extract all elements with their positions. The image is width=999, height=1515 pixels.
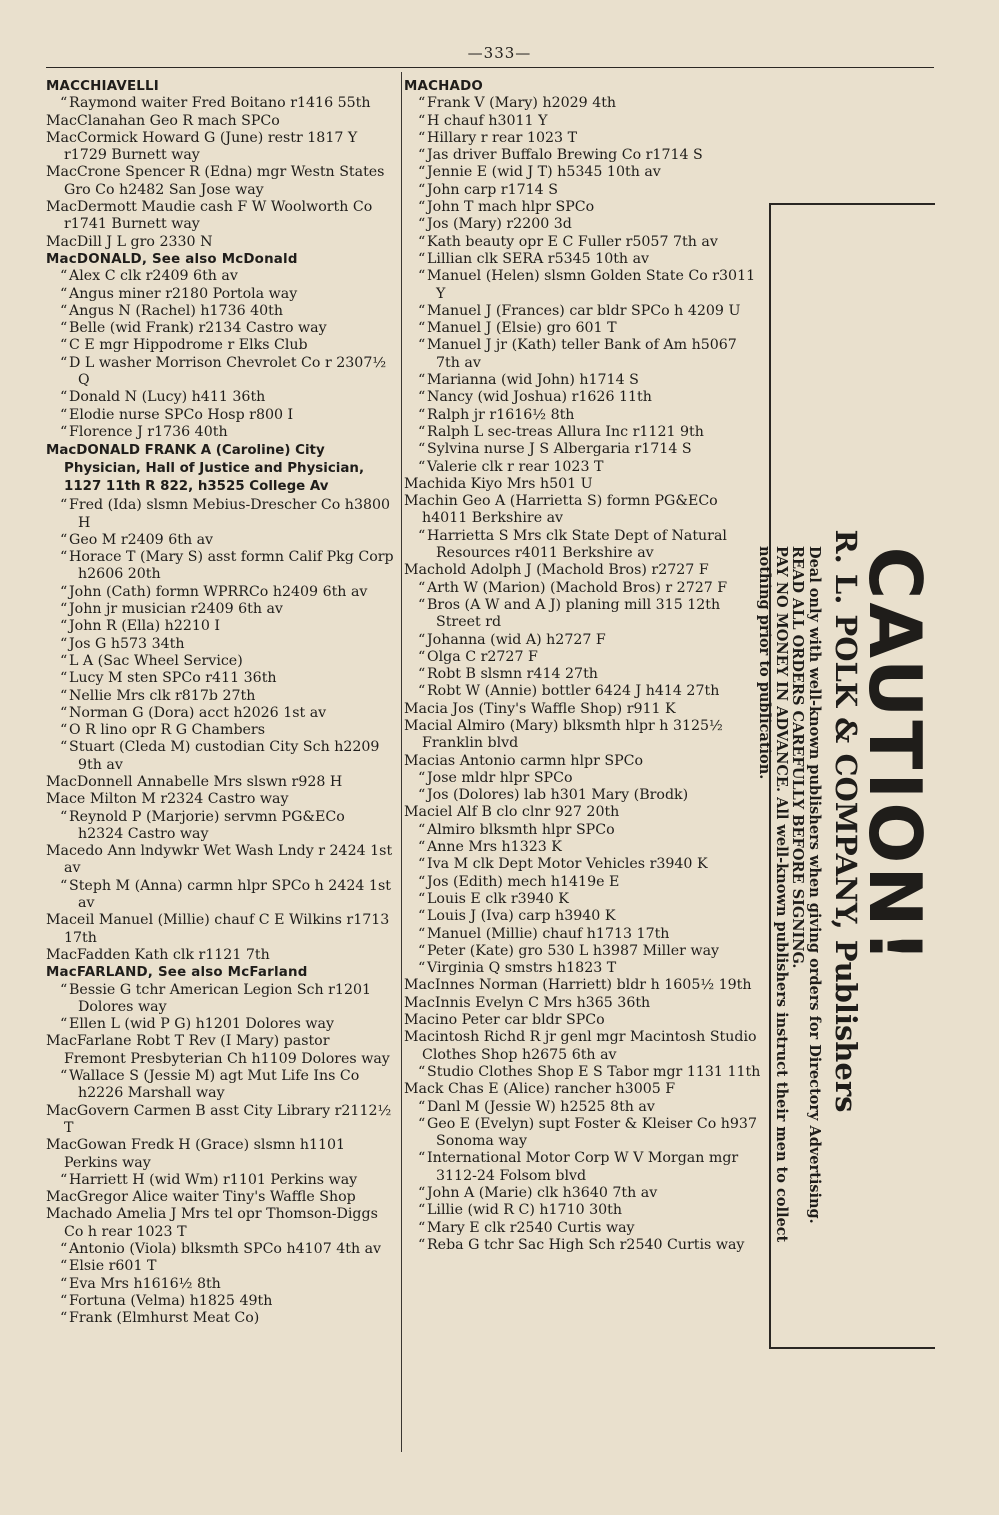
directory-entry: “ Horace T (Mary S) asst formn Calif Pkg Corp h2606 20th <box>52 549 394 584</box>
directory-entry: “ Reba G tchr Sac High Sch r2540 Curtis way <box>410 1237 762 1254</box>
directory-entry: “ Angus miner r2180 Portola way <box>52 286 394 303</box>
directory-entry: “ Almiro blksmth hlpr SPCo <box>410 822 762 839</box>
directory-entry: Macial Almiro (Mary) blksmth hlpr h 3125½ Franklin blvd <box>404 717 723 752</box>
directory-entry: “ Fortuna (Velma) h1825 49th <box>52 1293 394 1310</box>
directory-entry: MacDill J L gro 2330 N <box>46 233 213 250</box>
directory-entry: “ Steph M (Anna) carmn hlpr SPCo h 2424 1st av <box>52 878 394 913</box>
directory-entry: MacFarlane Robt T Rev (I Mary) pastor Fremont Presbyterian Ch h1109 Dolores way <box>46 1033 390 1067</box>
surname-heading: MacDONALD, See also McDonald <box>46 251 298 267</box>
directory-entry: “ Louis J (Iva) carp h3940 K <box>410 908 762 925</box>
surname-heading: MacFARLAND, See also McFarland <box>46 965 308 981</box>
column-divider <box>401 72 402 1452</box>
directory-entry: “ John jr musician r2409 6th av <box>52 601 394 618</box>
directory-entry: “ Virginia Q smstrs h1823 T <box>410 960 762 977</box>
caution-advertisement <box>756 203 937 1349</box>
directory-entry: “ Lillie (wid R C) h1710 30th <box>410 1202 762 1219</box>
directory-entry: “ Jos (Dolores) lab h301 Mary (Brodk) <box>410 787 762 804</box>
directory-entry: “ Belle (wid Frank) r2134 Castro way <box>52 320 394 337</box>
directory-entry: “ Lucy M sten SPCo r411 36th <box>52 670 394 687</box>
directory-entry: “ Jos G h573 34th <box>52 636 394 653</box>
directory-entry: MacCrone Spencer R (Edna) mgr Westn States Gro Co h2482 San Jose way <box>46 164 385 198</box>
caution-body <box>756 546 822 1266</box>
directory-entry: “ O R lino opr R G Chambers <box>52 722 394 739</box>
header-rule <box>46 67 934 68</box>
directory-entry: “ Alex C clk r2409 6th av <box>52 268 394 285</box>
directory-entry: “ Iva M clk Dept Motor Vehicles r3940 K <box>410 856 762 873</box>
directory-entry: Macedo Ann lndywkr Wet Wash Lndy r 2424 1st av <box>46 843 393 877</box>
directory-entry: “ Frank (Elmhurst Meat Co) <box>52 1310 394 1327</box>
directory-entry: “ Peter (Kate) gro 530 L h3987 Miller way <box>410 943 762 960</box>
directory-entry: “ Frank V (Mary) h2029 4th <box>410 95 762 112</box>
directory-entry: “ Bessie G tchr American Legion Sch r1201 Dolores way <box>52 982 394 1017</box>
directory-entry: “ International Motor Corp W V Morgan mgr 3112-24 Folsom blvd <box>410 1150 762 1185</box>
page-number: —333— <box>467 44 532 62</box>
directory-entry: “ Geo M r2409 6th av <box>52 532 394 549</box>
directory-entry: “ John T mach hlpr SPCo <box>410 199 762 216</box>
directory-entry: “ Louis E clk r3940 K <box>410 891 762 908</box>
caution-title: CAUTION! <box>853 546 937 966</box>
directory-entry: “ H chauf h3011 Y <box>410 113 762 130</box>
directory-entry: Mace Milton M r2324 Castro way <box>46 791 289 808</box>
surname-heading: MACHADO <box>404 79 483 94</box>
directory-entry: “ Fred (Ida) slsmn Mebius-Drescher Co h3800 H <box>52 497 394 532</box>
directory-entry: MacGowan Fredk H (Grace) slsmn h1101 Perkins way <box>46 1137 346 1171</box>
directory-entry: “ Florence J r1736 40th <box>52 424 394 441</box>
directory-entry: MacCormick Howard G (June) restr 1817 Y r1729 Burnett way <box>46 129 358 164</box>
directory-entry: “ Mary E clk r2540 Curtis way <box>410 1220 762 1237</box>
directory-entry: Mack Chas E (Alice) rancher h3005 F <box>404 1081 676 1098</box>
directory-entry: Maceil Manuel (Millie) chauf C E Wilkins r1713 17th <box>46 912 390 946</box>
directory-entry: “ Anne Mrs h1323 K <box>410 839 762 856</box>
directory-entry: “ Manuel (Millie) chauf h1713 17th <box>410 926 762 943</box>
directory-entry: “ Jas driver Buffalo Brewing Co r1714 S <box>410 147 762 164</box>
directory-entry: Macintosh Richd R jr genl mgr Macintosh Studio Clothes Shop h2675 6th av <box>404 1029 757 1063</box>
directory-entry: “ John carp r1714 S <box>410 182 762 199</box>
directory-entry: “ Ralph L sec-treas Allura Inc r1121 9th <box>410 424 762 441</box>
caution-line: READ ALL ORDERS CAREFULLY BEFORE SIGNING. <box>789 546 807 969</box>
directory-entry: “ Valerie clk r rear 1023 T <box>410 459 762 476</box>
directory-entry: “ Bros (A W and A J) planing mill 315 12th Street rd <box>410 597 762 632</box>
directory-entry: “ Reynold P (Marjorie) servmn PG&ECo h2324 Castro way <box>52 809 394 844</box>
directory-entry: “ Harrietta S Mrs clk State Dept of Natural Resources r4011 Berkshire av <box>410 528 762 563</box>
left-column <box>46 78 394 1327</box>
directory-entry: “ Jose mldr hlpr SPCo <box>410 770 762 787</box>
directory-entry: “ Norman G (Dora) acct h2026 1st av <box>52 705 394 722</box>
caution-line: PAY NO MONEY IN ADVANCE. All well-known publishers instruct their men to collect nothing prior to publication. <box>756 546 790 1243</box>
directory-entry: MacGovern Carmen B asst City Library r2112½ T <box>46 1102 392 1136</box>
directory-entry: “ Johanna (wid A) h2727 F <box>410 632 762 649</box>
directory-entry: “ Jos (Edith) mech h1419e E <box>410 874 762 891</box>
directory-entry: “ Olga C r2727 F <box>410 649 762 666</box>
surname-heading: MACCHIAVELLI <box>46 79 159 94</box>
directory-entry: Machida Kiyo Mrs h501 U <box>404 475 593 492</box>
directory-entry: “ Stuart (Cleda M) custodian City Sch h2209 9th av <box>52 739 394 774</box>
directory-entry: “ Manuel J jr (Kath) teller Bank of Am h5067 7th av <box>410 337 762 372</box>
directory-entry: Machold Adolph J (Machold Bros) r2727 F <box>404 562 709 579</box>
directory-entry: “ Elodie nurse SPCo Hosp r800 I <box>52 407 394 424</box>
directory-entry: “ Nancy (wid Joshua) r1626 11th <box>410 389 762 406</box>
directory-entry: “ John (Cath) formn WPRRCo h2409 6th av <box>52 584 394 601</box>
directory-entry: “ John A (Marie) clk h3640 7th av <box>410 1185 762 1202</box>
directory-entry: “ Arth W (Marion) (Machold Bros) r 2727 F <box>410 580 762 597</box>
right-column <box>404 78 762 1254</box>
directory-entry: “ L A (Sac Wheel Service) <box>52 653 394 670</box>
directory-entry: Machin Geo A (Harrietta S) formn PG&ECo h4011 Berkshire av <box>404 493 718 527</box>
caution-publisher: R. L. POLK & COMPANY, Publishers <box>829 529 863 1113</box>
directory-entry: “ Harriett H (wid Wm) r1101 Perkins way <box>52 1172 394 1189</box>
directory-entry: “ Ellen L (wid P G) h1201 Dolores way <box>52 1016 394 1033</box>
directory-entry: “ Sylvina nurse J S Albergaria r1714 S <box>410 441 762 458</box>
directory-entry: MacClanahan Geo R mach SPCo <box>46 112 280 129</box>
directory-entry: MacInnis Evelyn C Mrs h365 36th <box>404 994 651 1011</box>
directory-entry: MacDONALD FRANK A (Caroline) City Physician, Hall of Justice and Physician, 1127 11th R 822, h3525 College Av <box>46 443 365 495</box>
directory-entry: “ Manuel J (Frances) car bldr SPCo h 4209 U <box>410 303 762 320</box>
directory-entry: “ Jennie E (wid J T) h5345 10th av <box>410 164 762 181</box>
caution-line: Deal only with well-known publishers when giving orders for Directory Advertising. <box>806 546 823 1224</box>
directory-entry: Machado Amelia J Mrs tel opr Thomson-Diggs Co h rear 1023 T <box>46 1206 378 1240</box>
directory-entry: “ Lillian clk SERA r5345 10th av <box>410 251 762 268</box>
directory-entry: “ Ralph jr r1616½ 8th <box>410 407 762 424</box>
directory-entry: Macino Peter car bldr SPCo <box>404 1012 605 1029</box>
directory-entry: “ Wallace S (Jessie M) agt Mut Life Ins Co h2226 Marshall way <box>52 1068 394 1103</box>
directory-entry: “ D L washer Morrison Chevrolet Co r 2307½ Q <box>52 355 394 390</box>
directory-entry: “ Studio Clothes Shop E S Tabor mgr 1131 11th <box>410 1064 762 1081</box>
directory-entry: MacGregor Alice waiter Tiny's Waffle Shop <box>46 1189 356 1206</box>
directory-entry: “ Raymond waiter Fred Boitano r1416 55th <box>52 95 394 112</box>
directory-entry: “ Danl M (Jessie W) h2525 8th av <box>410 1099 762 1116</box>
directory-entry: MacFadden Kath clk r1121 7th <box>46 946 270 963</box>
directory-entry: “ Angus N (Rachel) h1736 40th <box>52 303 394 320</box>
directory-entry: “ Robt W (Annie) bottler 6424 J h414 27th <box>410 683 762 700</box>
directory-entry: “ John R (Ella) h2210 I <box>52 618 394 635</box>
directory-entry: “ C E mgr Hippodrome r Elks Club <box>52 337 394 354</box>
directory-entry: “ Donald N (Lucy) h411 36th <box>52 389 394 406</box>
directory-entry: “ Antonio (Viola) blksmth SPCo h4107 4th av <box>52 1241 394 1258</box>
directory-entry: MacDonnell Annabelle Mrs slswn r928 H <box>46 773 343 790</box>
directory-entry: “ Jos (Mary) r2200 3d <box>410 216 762 233</box>
directory-entry: “ Nellie Mrs clk r817b 27th <box>52 688 394 705</box>
directory-entry: “ Robt B slsmn r414 27th <box>410 666 762 683</box>
directory-entry: Macia Jos (Tiny's Waffle Shop) r911 K <box>404 700 676 717</box>
directory-entry: MacInnes Norman (Harriett) bldr h 1605½ 19th <box>404 977 752 994</box>
directory-entry: “ Geo E (Evelyn) supt Foster & Kleiser Co h937 Sonoma way <box>410 1116 762 1151</box>
directory-entry: “ Manuel (Helen) slsmn Golden State Co r3011 Y <box>410 268 762 303</box>
directory-entry: Macias Antonio carmn hlpr SPCo <box>404 752 644 769</box>
directory-entry: “ Kath beauty opr E C Fuller r5057 7th av <box>410 234 762 251</box>
directory-entry: “ Manuel J (Elsie) gro 601 T <box>410 320 762 337</box>
directory-entry: “ Hillary r rear 1023 T <box>410 130 762 147</box>
directory-entry: “ Elsie r601 T <box>52 1258 394 1275</box>
directory-entry: “ Eva Mrs h1616½ 8th <box>52 1276 394 1293</box>
directory-entry: “ Marianna (wid John) h1714 S <box>410 372 762 389</box>
directory-entry: Maciel Alf B clo clnr 927 20th <box>404 804 620 821</box>
directory-entry: MacDermott Maudie cash F W Woolworth Co r1741 Burnett way <box>46 199 373 233</box>
